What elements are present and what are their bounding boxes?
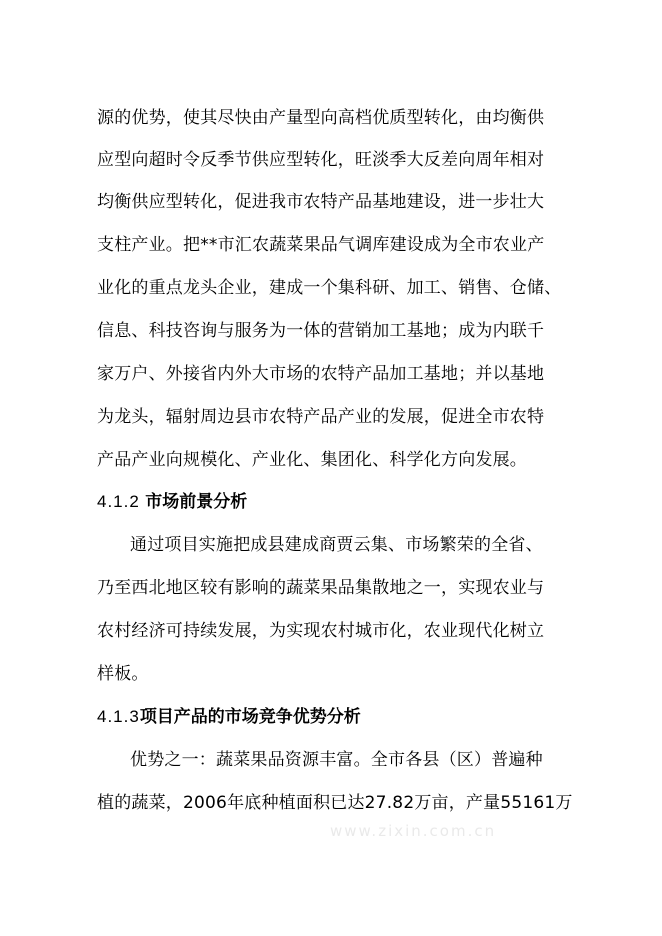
paragraph-line: 源的优势，使其尽快由产量型向高档优质型转化，由均衡供 [97,108,545,128]
paragraph-line: 农村经济可持续发展，为实现农村城市化，农业现代化树立 [97,621,545,641]
watermark: www.zixin.com.cn [330,822,497,840]
paragraph-line: 乃至西北地区较有影响的蔬菜果品集散地之一，实现农业与 [97,578,545,598]
section-heading-4-1-2 [97,491,247,513]
section-number: 4.1.3 [97,707,140,726]
section-title: 市场前景分析 [145,492,248,512]
paragraph-line: 为龙头，辐射周边县市农特产品产业的发展，促进全市农特 [97,407,545,427]
paragraph-line: 优势之一：蔬菜果品资源丰富。全市各县（区）普遍种 [130,750,543,770]
paragraph-line: 家万户、外接省内外大市场的农特产品加工基地；并以基地 [97,364,545,384]
paragraph-line: 均衡供应型转化，促进我市农特产品基地建设，进一步壮大 [97,192,545,212]
section-heading-4-1-3 [97,706,361,728]
paragraph-line: 产品产业向规模化、产业化、集团化、科学化方向发展。 [97,450,527,470]
section-number: 4.1.2 [97,492,140,511]
paragraph-line: 支柱产业。把**市汇农蔬菜果品气调库建设成为全市农业产 [97,235,545,255]
paragraph-line: 应型向超时令反季节供应型转化，旺淡季大反差向周年相对 [97,150,545,170]
section-title: 项目产品的市场竞争优势分析 [139,707,361,727]
paragraph-line: 业化的重点龙头企业，建成一个集科研、加工、销售、仓储、 [97,278,562,298]
paragraph-line: 通过项目实施把成县建成商贾云集、市场繁荣的全省、 [130,535,543,555]
paragraph-line: 样板。 [97,664,149,684]
paragraph-line: 植的蔬菜，2006年底种植面积已达27.82万亩，产量55161万 [97,793,573,813]
paragraph-line: 信息、科技咨询与服务为一体的营销加工基地；成为内联千 [97,321,545,341]
